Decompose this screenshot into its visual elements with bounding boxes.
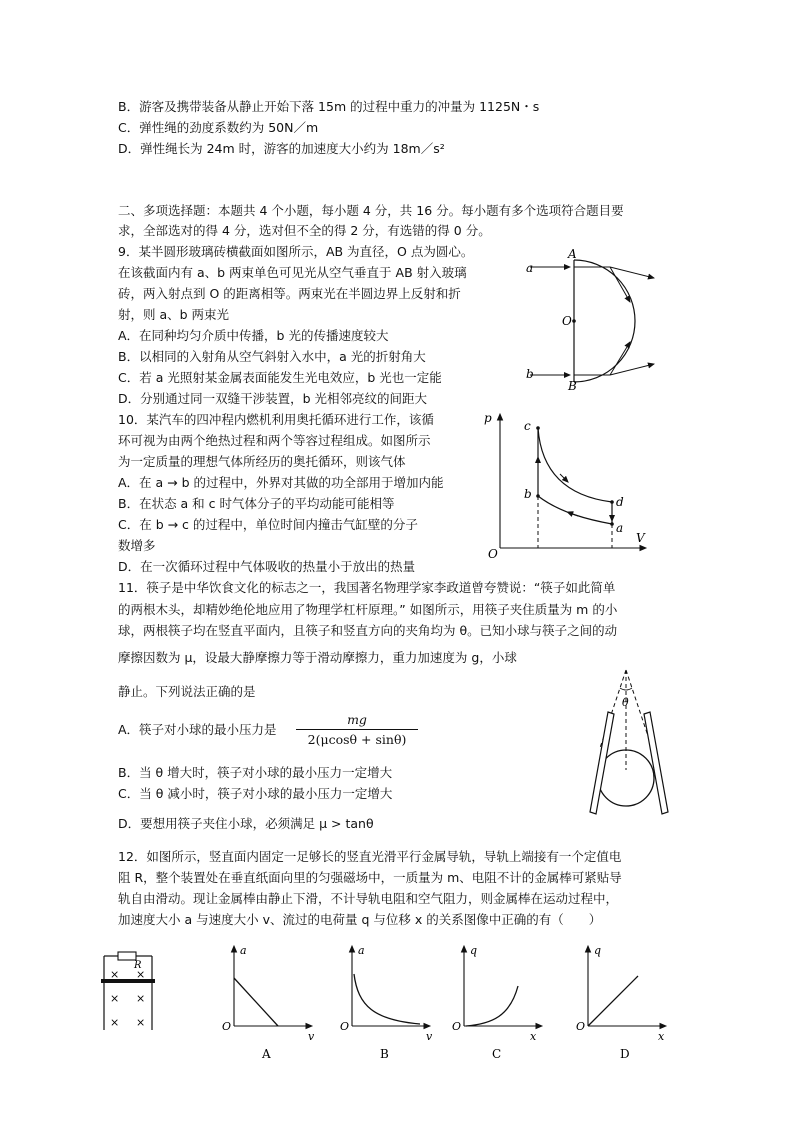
graph-option-label: A: [262, 1047, 271, 1061]
q8-option-c: C．弹性绳的劲度系数约为 50N／m: [118, 120, 319, 135]
q10-option-a: A．在 a → b 的过程中，外界对其做的功全部用于增加内能: [118, 475, 444, 490]
graph-origin: O: [576, 1020, 586, 1033]
q9-stem-line3: 砖，两入射点到 O 的距离相等。两束光在半圆边界上反射和折: [118, 286, 461, 301]
fraction-bar: [296, 729, 418, 730]
graph-x-label: v: [308, 1030, 315, 1043]
graph-y-label: a: [358, 944, 365, 957]
graph-origin: O: [222, 1020, 232, 1033]
q9-stem-line1: 9．某半圆形玻璃砖横截面如图所示，AB 为直径，O 点为圆心。: [118, 244, 474, 259]
state-a-label: a: [616, 521, 624, 535]
q12-graph-c: [446, 940, 546, 1064]
q9-stem-line2: 在该截面内有 a、b 两束单色可见光从空气垂直于 AB 射入玻璃: [118, 265, 467, 280]
fraction-denominator: 2(μcosθ + sinθ): [307, 732, 407, 747]
q11-stem-line1: 11．筷子是中华饮食文化的标志之一，我国著名物理学家李政道曾夸赞说：“筷子如此简单: [118, 580, 616, 595]
q10-option-d: D．在一次循环过程中气体吸收的热量小于放出的热量: [118, 559, 416, 574]
theta-label: θ: [622, 696, 629, 709]
q11-stem-line3: 球，两根筷子均在竖直平面内，且筷子和竖直方向的夹角均为 θ。已知小球与筷子之间的动: [118, 623, 618, 638]
state-b-label: b: [524, 487, 532, 501]
p-axis-label: p: [484, 411, 492, 425]
q12-graph-a: [216, 940, 316, 1064]
ray-b-label: b: [526, 367, 534, 381]
graph-origin: O: [340, 1020, 350, 1033]
q12-circuit-figure: [98, 946, 160, 1032]
q10-option-c-line1: C．在 b → c 的过程中，单位时间内撞击气缸壁的分子: [118, 517, 418, 532]
field-cross: ×: [136, 1016, 146, 1029]
q11-stem-line5: 静止。下列说法正确的是: [118, 684, 256, 699]
graph-option-label: D: [620, 1047, 630, 1061]
section-header-line1: 二、多项选择题：本题共 4 个小题，每小题 4 分，共 16 分。每小题有多个选项符合题目要: [118, 203, 624, 218]
field-cross: ×: [110, 968, 120, 981]
q10-pv-diagram: [480, 408, 652, 560]
q11-option-a-prefix: A．筷子对小球的最小压力是: [118, 722, 277, 737]
q8-option-d: D．弹性绳长为 24m 时，游客的加速度大小约为 18m／s²: [118, 141, 445, 156]
q9-stem-line4: 射，则 a、b 两束光: [118, 307, 230, 322]
graph-y-label: q: [470, 944, 478, 957]
q11-stem-line2: 的两根木头，却精妙绝伦地应用了物理学杠杆原理。” 如图所示，用筷子夹住质量为 m 的小: [118, 602, 618, 617]
graph-x-label: v: [426, 1030, 433, 1043]
q12-stem-line1: 12．如图所示，竖直面内固定一足够长的竖直光滑平行金属导轨，导轨上端接有一个定值电: [118, 849, 622, 864]
graph-y-label: q: [594, 944, 602, 957]
field-cross: ×: [110, 992, 120, 1005]
q11-option-a-fraction: [296, 712, 418, 749]
q8-option-b: B．游客及携带装备从静止开始下落 15m 的过程中重力的冲量为 1125N・s: [118, 99, 540, 114]
state-d-label: d: [616, 495, 624, 509]
field-cross: ×: [136, 968, 146, 981]
field-cross: ×: [136, 992, 146, 1005]
q9-option-d: D．分别通过同一双缝干涉装置，b 光相邻亮纹的间距大: [118, 391, 428, 406]
point-A-label: A: [568, 247, 577, 261]
q11-chopsticks-figure: [588, 664, 678, 816]
q10-option-b: B．在状态 a 和 c 时气体分子的平均动能可能相等: [118, 496, 395, 511]
q10-option-c-line2: 数增多: [118, 538, 156, 553]
q12-graph-b: [334, 940, 434, 1064]
graph-x-label: x: [530, 1030, 537, 1043]
graph-y-label: a: [240, 944, 247, 957]
ray-a-label: a: [526, 261, 534, 275]
q11-option-b: B．当 θ 增大时，筷子对小球的最小压力一定增大: [118, 765, 393, 780]
q11-option-d: D．要想用筷子夹住小球，必须满足 μ > tanθ: [118, 816, 374, 831]
fraction-numerator: mg: [347, 712, 367, 727]
origin-label: O: [488, 547, 498, 560]
q10-stem-line1: 10．某汽车的四冲程内燃机利用奥托循环进行工作，该循: [118, 412, 434, 427]
point-B-label: B: [568, 379, 577, 390]
section-header-line2: 求，全部选对的得 4 分，选对但不全的得 2 分，有选错的得 0 分。: [118, 223, 491, 238]
q9-option-a: A．在同种均匀介质中传播，b 光的传播速度较大: [118, 328, 389, 343]
graph-origin: O: [452, 1020, 462, 1033]
point-O-label: O: [562, 314, 572, 328]
q9-option-c: C．若 a 光照射某金属表面能发生光电效应，b 光也一定能: [118, 370, 442, 385]
q11-stem-line4: 摩擦因数为 μ，设最大静摩擦力等于滑动摩擦力，重力加速度为 g，小球: [118, 650, 517, 665]
q12-stem-line2: 阻 R，整个装置处在垂直纸面向里的匀强磁场中，一质量为 m、电阻不计的金属棒可紧贴导: [118, 870, 622, 885]
state-c-label: c: [524, 419, 531, 433]
q10-stem-line3: 为一定质量的理想气体所经历的奥托循环，则该气体: [118, 454, 406, 469]
resistor-label: R: [134, 960, 142, 971]
field-cross: ×: [110, 1016, 120, 1029]
q9-glass-figure: [518, 244, 658, 390]
q9-option-b: B．以相同的入射角从空气斜射入水中，a 光的折射角大: [118, 349, 426, 364]
q10-stem-line2: 环可视为由两个绝热过程和两个等容过程组成。如图所示: [118, 433, 431, 448]
graph-option-label: B: [380, 1047, 389, 1061]
q12-stem-line3: 轨自由滑动。现让金属棒由静止下滑，不计导轨电阻和空气阻力，则金属棒在运动过程中，: [118, 891, 619, 906]
resistor-R: [118, 952, 136, 960]
v-axis-label: V: [636, 531, 645, 545]
graph-x-label: x: [658, 1030, 665, 1043]
q11-option-c: C．当 θ 减小时，筷子对小球的最小压力一定增大: [118, 786, 393, 801]
q12-stem-line4: 加速度大小 a 与速度大小 v、流过的电荷量 q 与位移 x 的关系图像中正确的有（ ）: [118, 912, 602, 927]
q12-graph-d: [570, 940, 670, 1064]
graph-option-label: C: [492, 1047, 502, 1061]
